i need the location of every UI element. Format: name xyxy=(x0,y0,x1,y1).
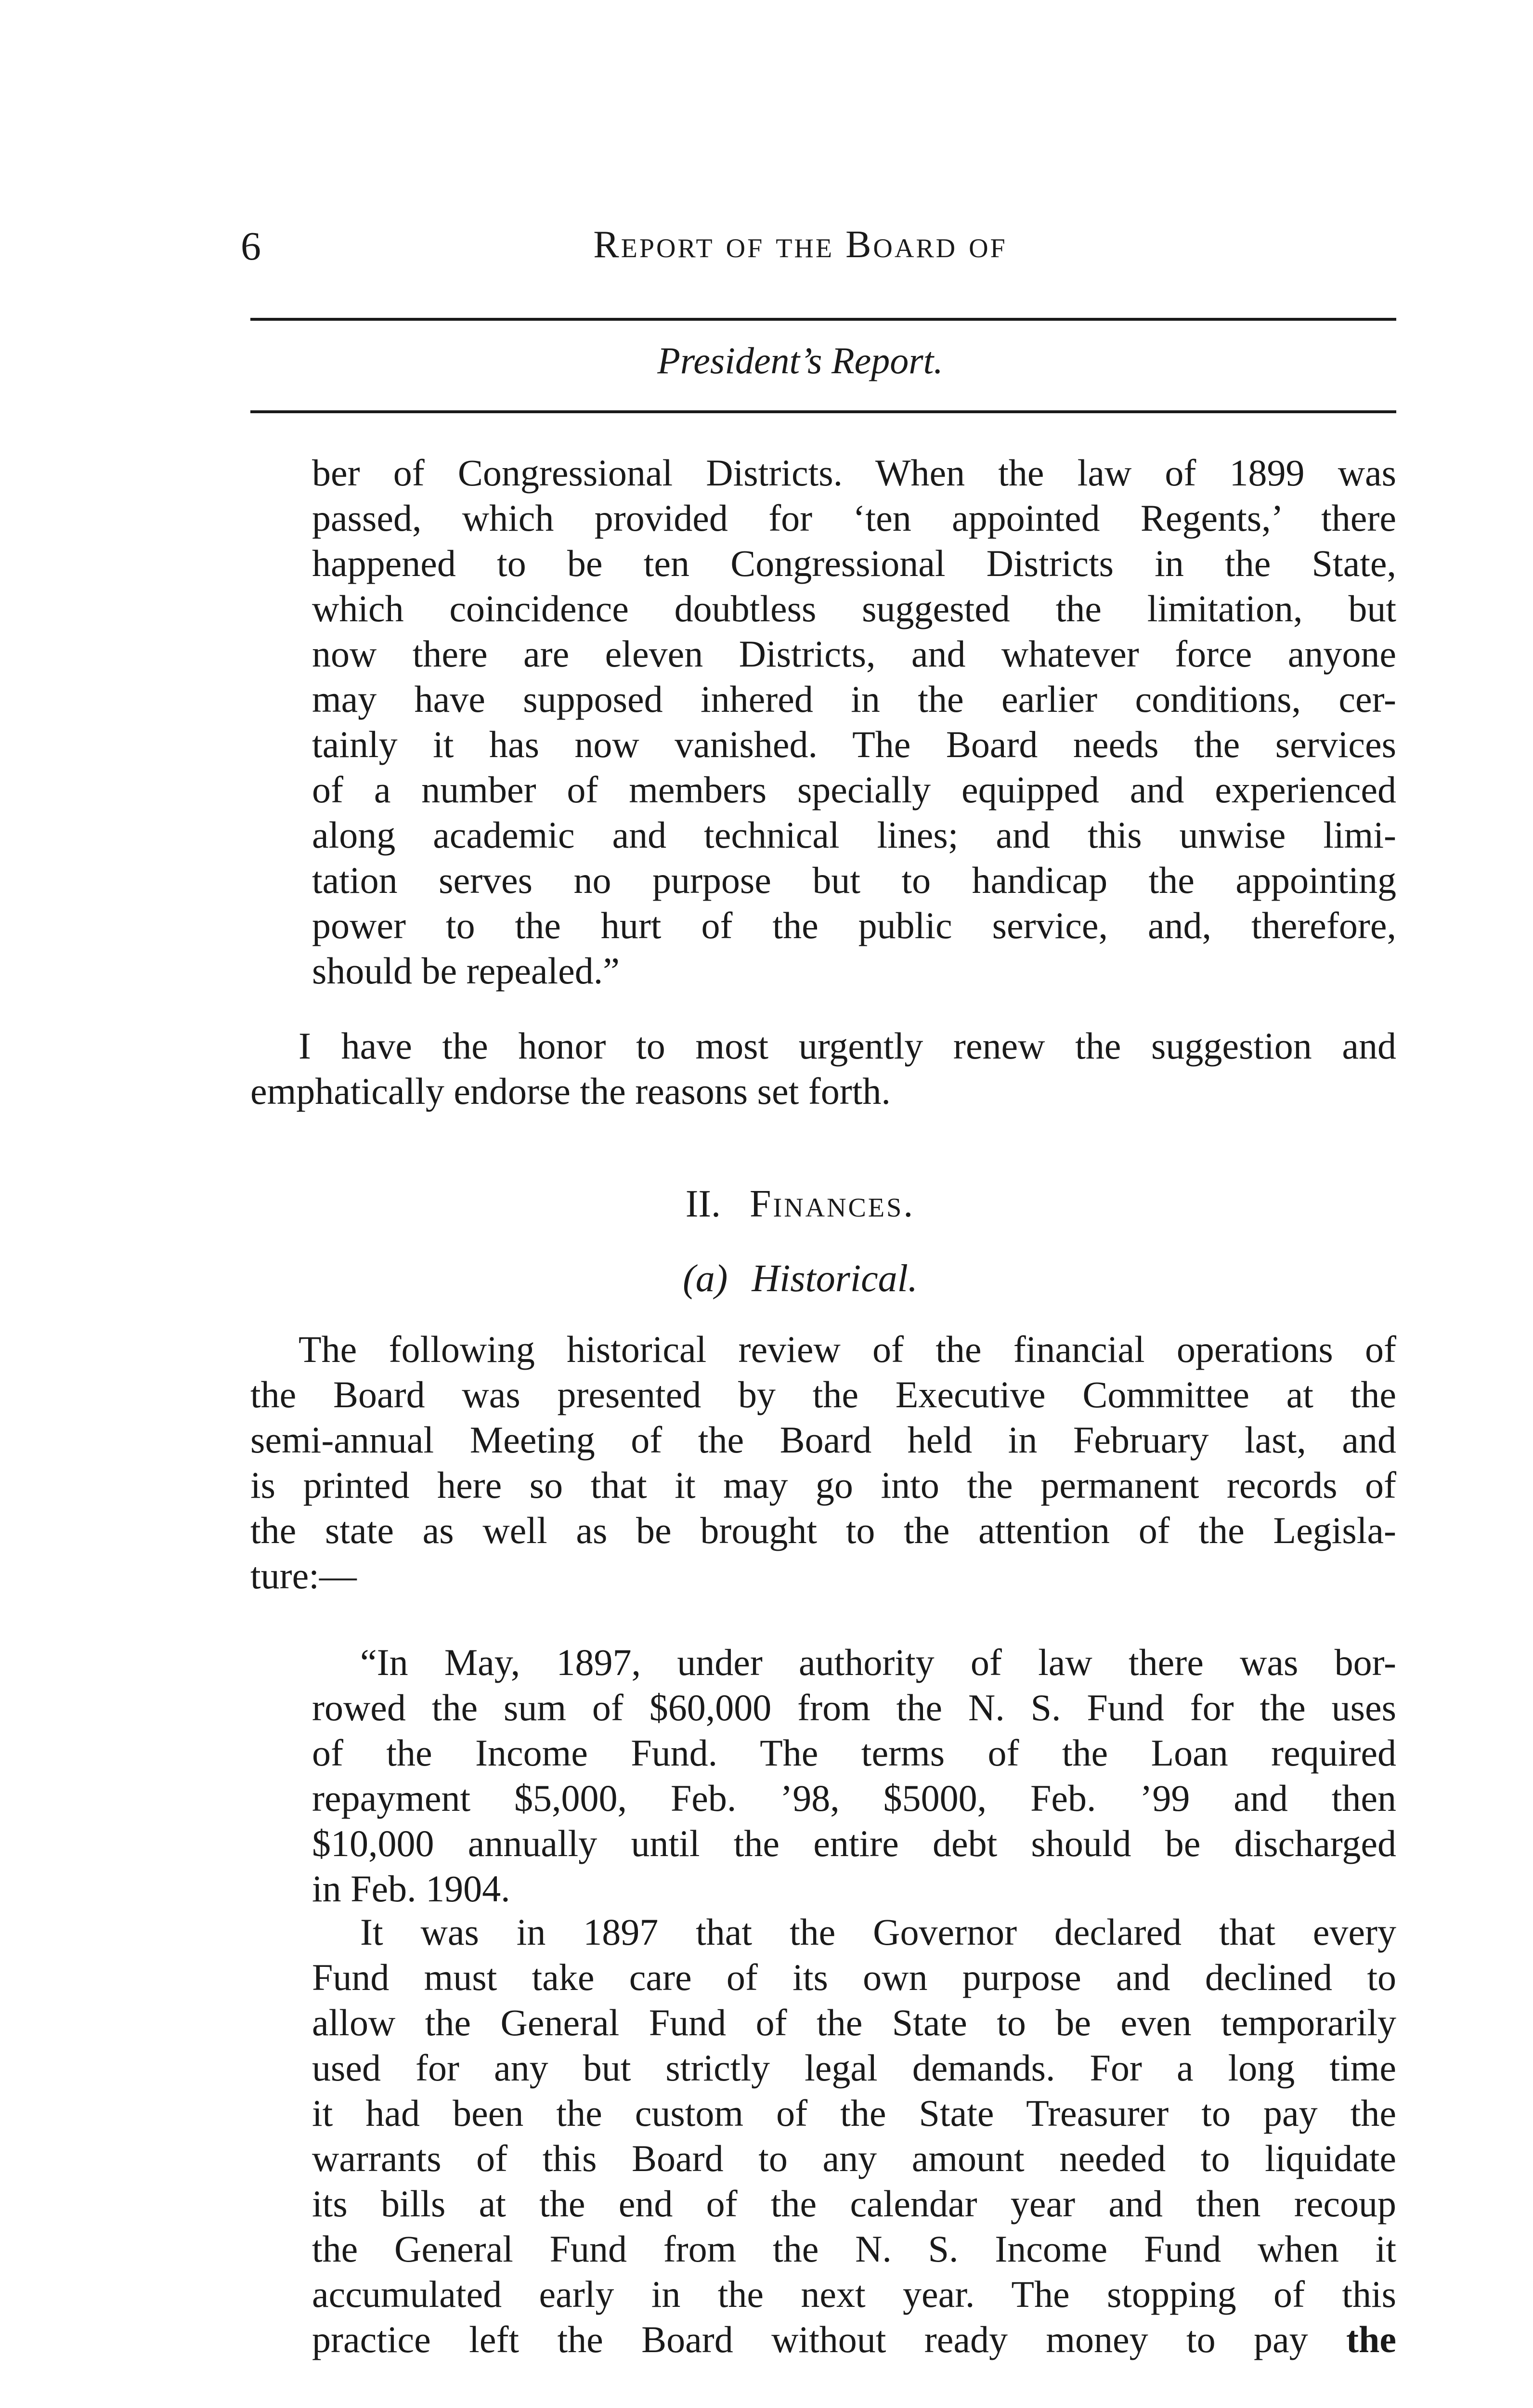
header-rule-bottom xyxy=(250,410,1396,413)
text-line: semi-annual Meeting of the Board held in February last, and xyxy=(250,1419,1396,1461)
text-line: should be repealed.” xyxy=(312,950,620,992)
text-line: the General Fund from the N. S. Income Fund when it xyxy=(312,2228,1396,2270)
text-line: is printed here so that it may go into the permanent records of xyxy=(250,1464,1396,1506)
text-line: ture:— xyxy=(250,1555,357,1597)
text-line: allow the General Fund of the State to be even temporarily xyxy=(312,2002,1396,2043)
text-line: passed, which provided for ‘ten appointed Regents,’ there xyxy=(312,497,1396,539)
text-line: ber of Congressional Districts. When the law of 1899 was xyxy=(312,452,1396,494)
text-line: its bills at the end of the calendar year and then recoup xyxy=(312,2183,1396,2225)
text-line: tainly it has now vanished. The Board needs the services xyxy=(312,723,1396,765)
text-line: of a number of members specially equipped and experienced xyxy=(312,769,1396,811)
quoted-paragraph-1 xyxy=(312,450,1396,994)
quoted-paragraph-2 xyxy=(312,1640,1396,1911)
text-line: emphatically endorse the reasons set forth. xyxy=(250,1070,891,1112)
text-line-with-tail xyxy=(312,2317,1396,2362)
subsection-heading-historical xyxy=(0,1259,1533,1298)
text-line: happened to be ten Congressional Districts in the State, xyxy=(312,542,1396,584)
text-line: rowed the sum of $60,000 from the N. S. Fund for the uses xyxy=(312,1687,1396,1728)
text-line: power to the hurt of the public service, and, therefore, xyxy=(312,904,1396,946)
text-line: the Board was presented by the Executive Committee at the xyxy=(250,1374,1396,1415)
text-line: “In May, 1897, under authority of law there was bor- xyxy=(360,1641,1396,1683)
text-line: may have supposed inhered in the earlier conditions, cer- xyxy=(312,678,1396,720)
subsection-title: Historical. xyxy=(752,1257,918,1300)
text-line: in Feb. 1904. xyxy=(312,1868,510,1910)
text-line: $10,000 annually until the entire debt should be discharged xyxy=(312,1822,1396,1864)
text-line: accumulated early in the next year. The stopping of this xyxy=(312,2273,1396,2315)
tail-word: the xyxy=(1346,2318,1396,2360)
text-line: repayment $5,000, Feb. ’98, $5000, Feb. ’99 and then xyxy=(312,1777,1396,1819)
text-line-content: practice left the Board without ready money to pay xyxy=(312,2318,1308,2360)
text-line: it had been the custom of the State Treasurer to pay the xyxy=(312,2092,1396,2134)
text-line: now there are eleven Districts, and whatever force anyone xyxy=(312,633,1396,675)
body-paragraph-1 xyxy=(250,1023,1396,1114)
section-head: President’s Report. xyxy=(657,340,943,381)
text-line: along academic and technical lines; and this unwise limi- xyxy=(312,814,1396,856)
subsection-label: (a) xyxy=(683,1257,728,1300)
running-head: Report of the Board of xyxy=(593,223,1007,266)
section-numeral: II. xyxy=(685,1183,721,1225)
page-number: 6 xyxy=(241,224,261,269)
quoted-paragraph-3 xyxy=(312,1910,1396,2362)
header-rule-top xyxy=(250,318,1396,321)
text-line: which coincidence doubtless suggested the limitation, but xyxy=(312,588,1396,629)
text-line: of the Income Fund. The terms of the Loan required xyxy=(312,1732,1396,1774)
text-line: the state as well as be brought to the attention of the Legisla- xyxy=(250,1509,1396,1551)
section-title: Finances. xyxy=(750,1183,915,1225)
text-line: It was in 1897 that the Governor declared that every xyxy=(360,1911,1396,1953)
text-line: used for any but strictly legal demands. For a long time xyxy=(312,2047,1396,2089)
text-line: tation serves no purpose but to handicap the appointing xyxy=(312,859,1396,901)
text-line: The following historical review of the financial operations of xyxy=(299,1328,1396,1370)
text-line: I have the honor to most urgently renew the suggestion and xyxy=(299,1025,1396,1067)
body-paragraph-2 xyxy=(250,1327,1396,1598)
text-line: Fund must take care of its own purpose and declined to xyxy=(312,1956,1396,1998)
section-heading-finances xyxy=(0,1185,1533,1223)
text-line: warrants of this Board to any amount needed to liquidate xyxy=(312,2137,1396,2179)
